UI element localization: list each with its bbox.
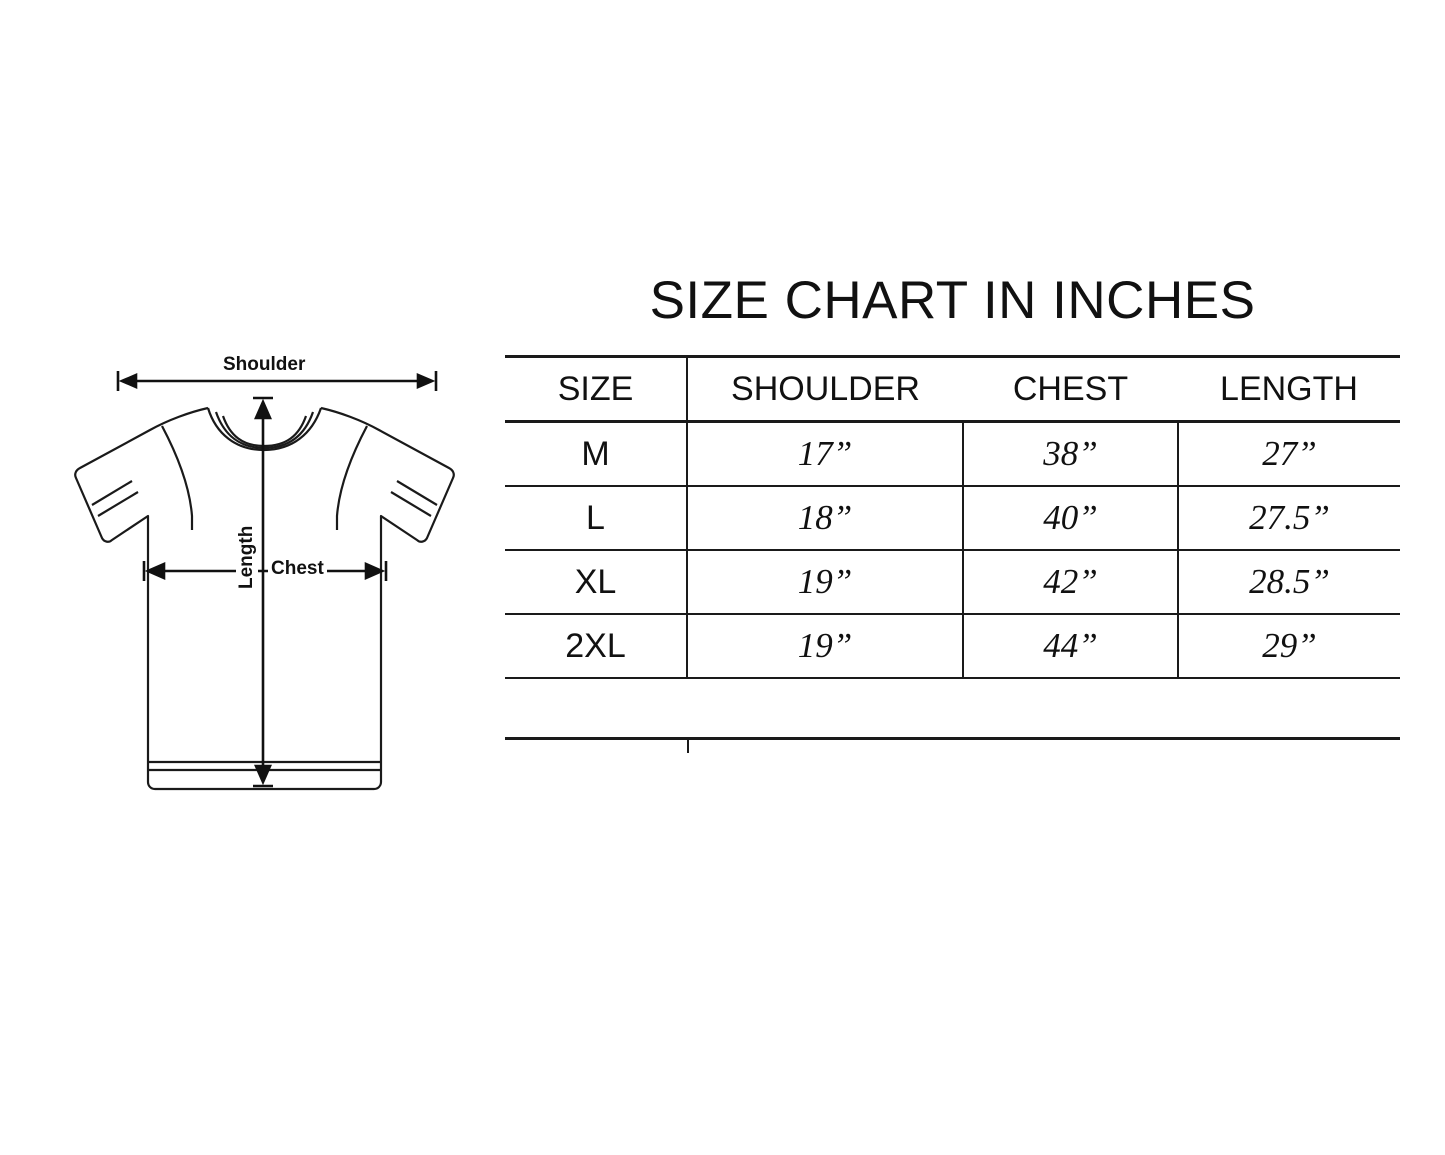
table-row — [505, 550, 1400, 614]
cell-length: 28.5” — [1178, 550, 1400, 614]
chart-title: SIZE CHART IN INCHES — [649, 271, 1256, 330]
cell-shoulder: 19” — [687, 614, 963, 678]
cell-chest: 38” — [963, 422, 1178, 487]
table-row — [505, 486, 1400, 550]
cell-shoulder: 18” — [687, 486, 963, 550]
column-header-length: LENGTH — [1178, 357, 1400, 422]
cell-size: XL — [505, 550, 687, 614]
cell-length: 27.5” — [1178, 486, 1400, 550]
cell-shoulder: 17” — [687, 422, 963, 487]
cell-size: L — [505, 486, 687, 550]
chart-footer — [505, 737, 1400, 740]
cell-chest: 40” — [963, 486, 1178, 550]
chart-bottom-tick — [687, 737, 689, 753]
cell-length: 29” — [1178, 614, 1400, 678]
table-header-row — [505, 357, 1400, 422]
column-header-chest: CHEST — [963, 357, 1178, 422]
cell-length: 27” — [1178, 422, 1400, 487]
cell-chest: 42” — [963, 550, 1178, 614]
cell-shoulder: 19” — [687, 550, 963, 614]
chest-label: Chest — [268, 558, 327, 580]
length-label: Length — [236, 523, 258, 592]
table-row — [505, 422, 1400, 487]
cell-chest: 44” — [963, 614, 1178, 678]
shoulder-label: Shoulder — [220, 354, 308, 376]
length-dimension-arrow — [250, 392, 276, 792]
cell-size: M — [505, 422, 687, 487]
tshirt-diagram — [40, 330, 500, 830]
table-row — [505, 614, 1400, 678]
cell-size: 2XL — [505, 614, 687, 678]
size-chart-table — [505, 355, 1400, 679]
chart-bottom-rule — [505, 737, 1400, 740]
column-header-size: SIZE — [505, 357, 687, 422]
column-header-shoulder: SHOULDER — [687, 357, 963, 422]
size-chart-panel — [505, 270, 1400, 740]
